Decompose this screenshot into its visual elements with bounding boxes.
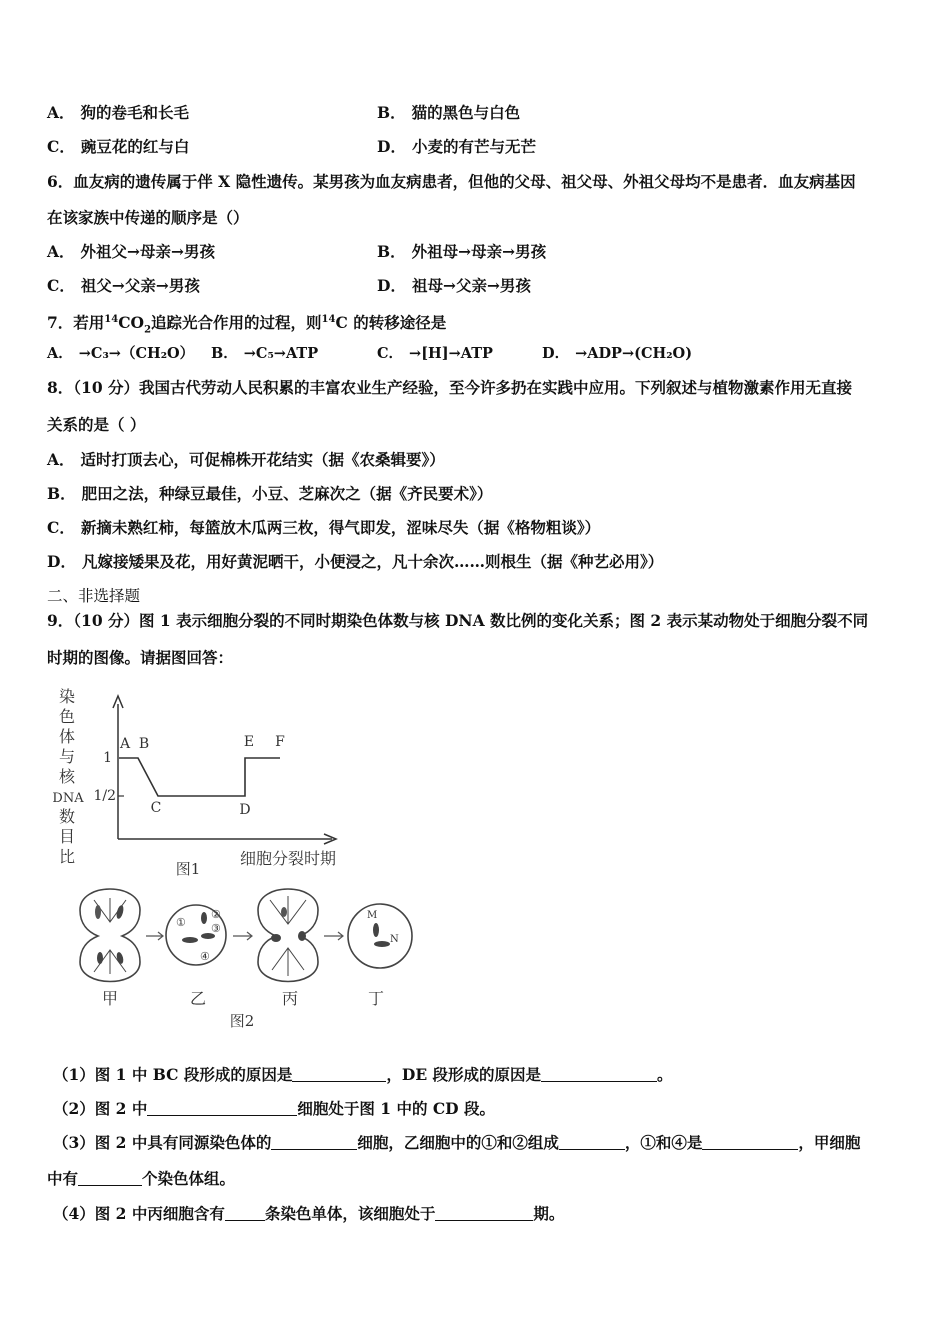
arrow-2 (233, 932, 252, 940)
point-labels (119, 734, 285, 818)
q8-option-b-text: 肥田之法，种绿豆最佳，小豆、芝麻次之（据《齐民要术》） (81, 484, 493, 503)
q7-option-d-text: →ADP→(CH₂O) (575, 345, 693, 362)
y-label-char: 比 (58, 847, 76, 866)
cell-jia (80, 889, 140, 982)
q7-stem (47, 310, 446, 340)
q7-stem-b: 追踪光合作用的过程，则 (151, 313, 322, 333)
figure2-caption: 图2 (229, 1012, 255, 1030)
q8-option-c: C． 新摘未熟红柿，每篮放木瓜两三枚，得气即发，涩味尽失（据《格物粗谈》） (47, 518, 601, 537)
q6-option-c: C． 祖父→父亲→男孩 (47, 276, 200, 295)
answer-blank[interactable] (559, 1134, 625, 1150)
q9-sub2 (53, 1099, 495, 1119)
figure1-caption: 图1 (175, 860, 201, 878)
q6-stem-line2: 在该家族中传递的顺序是（） (47, 208, 249, 227)
yi-mark-3: ③ (211, 922, 221, 935)
y-axis-label (52, 687, 84, 866)
q9-sub4 (53, 1204, 564, 1224)
figure1-chart (40, 684, 370, 884)
y-label-char: 目 (58, 827, 76, 846)
q6-option-a: A． 外祖父→母亲→男孩 (47, 242, 216, 261)
q9-sub4-c: 期。 (533, 1204, 565, 1223)
answer-blank[interactable] (271, 1134, 357, 1150)
q5-option-c-text: 豌豆花的红与白 (80, 137, 190, 156)
q9-sub1 (53, 1065, 673, 1085)
q8-option-d: D． 凡嫁接矮果及花，用好黄泥晒干，小便浸之，凡十余次……则根生（据《种艺必用》） (47, 552, 664, 571)
q5-option-d-text: 小麦的有芒与无芒 (411, 137, 536, 156)
q6-stem-line1: 6．血友病的遗传属于伴 X 隐性遗传。某男孩为血友病患者，但他的父母、祖父母、外祖父母均不是患者．血友病基因 (47, 172, 856, 191)
q8-stem-line1: 8．（10 分）我国古代劳动人民积累的丰富农业生产经验，至今许多扔在实践中应用。下列叙述与植物激素作用无直接 (47, 378, 853, 397)
q9-sub4-a: （4）图 2 中丙细胞含有 (53, 1204, 225, 1223)
arrow-1 (146, 932, 163, 940)
q5-option-b: B． 猫的黑色与白色 (377, 103, 521, 122)
y-label-char: 与 (58, 747, 76, 766)
q9-sub1-a: （1）图 1 中 BC 段形成的原因是 (53, 1065, 293, 1084)
q8-option-a: A． 适时打顶去心，可促棉株开花结实（据《农桑辑要》） (47, 450, 445, 469)
q9-sub3-e: 中有 (47, 1169, 79, 1188)
q7-option-c: C． →[H]→ATP (377, 345, 493, 362)
cell-label-yi: 乙 (189, 989, 207, 1008)
chart-line (119, 758, 280, 796)
q6-option-b: B． 外祖母→母亲→男孩 (377, 242, 547, 261)
cell-ding (348, 904, 412, 968)
q9-sub3-b: 细胞，乙细胞中的①和②组成 (357, 1133, 559, 1152)
figure2-diagram (70, 880, 420, 1035)
ytick-1: 1 (103, 750, 112, 766)
q6-option-a-text: 外祖父→母亲→男孩 (80, 242, 216, 261)
q6-option-c-text: 祖父→父亲→男孩 (80, 276, 200, 295)
q8-option-c-text: 新摘未熟红柿，每篮放木瓜两三枚，得气即发，涩味尽失（据《格物粗谈》） (80, 518, 601, 537)
q7-option-d: D． →ADP→(CH₂O) (542, 345, 693, 362)
point-label-c: C (150, 800, 162, 816)
q6-option-d: D． 祖母→父亲→男孩 (377, 276, 531, 295)
q9-sub3-f: 个染色体组。 (142, 1169, 236, 1188)
cell-label-bing: 丙 (281, 989, 299, 1008)
q7-stem-c: C 的转移途径是 (335, 313, 447, 333)
cell-label-jia: 甲 (101, 989, 119, 1008)
y-label-char: 体 (58, 727, 76, 746)
q9-sub4-b: 条染色单体，该细胞处于 (264, 1204, 436, 1223)
q9-sub3-cont (47, 1169, 235, 1189)
answer-blank[interactable] (147, 1100, 297, 1116)
q7-sup-14: 14 (104, 314, 119, 325)
y-label-char: 色 (58, 707, 76, 726)
q9-sub3-c: ，①和④是 (624, 1133, 703, 1152)
q8-stem-line2: 关系的是（ ） (47, 415, 146, 434)
point-label-b: B (138, 736, 150, 752)
cell-label-ding: 丁 (367, 989, 385, 1008)
q5-option-a-text: 狗的卷毛和长毛 (80, 103, 190, 122)
ytick-half: 1/2 (93, 788, 116, 804)
q5-option-a: A． 狗的卷毛和长毛 (47, 103, 190, 122)
y-label-char: 数 (58, 807, 76, 826)
q9-sub3-a: （3）图 2 中具有同源染色体的 (53, 1133, 272, 1152)
q7-option-a: A． →C₃→（CH₂O） (47, 345, 195, 362)
ding-mark-n: N (390, 934, 399, 945)
q6-option-d-text: 祖母→父亲→男孩 (411, 276, 531, 295)
q9-sub3 (53, 1133, 860, 1153)
q9-sub1-c: 。 (657, 1065, 673, 1084)
yi-mark-4: ④ (200, 950, 210, 963)
section-heading: 二、非选择题 (47, 587, 141, 605)
ding-mark-m: M (367, 910, 378, 921)
y-label-char: 染 (58, 687, 76, 706)
answer-blank[interactable] (435, 1205, 533, 1221)
q5-option-b-text: 猫的黑色与白色 (411, 103, 521, 122)
q9-stem-line1: 9．（10 分）图 1 表示细胞分裂的不同时期染色体数与核 DNA 数比例的变化关系；图 2 表示某动物处于细胞分裂不同 (47, 611, 869, 630)
q9-sub2-a: （2）图 2 中 (53, 1099, 148, 1118)
q7-co2: CO (118, 313, 145, 333)
point-label-e: E (243, 734, 255, 750)
q8-option-a-text: 适时打顶去心，可促棉株开花结实（据《农桑辑要》） (80, 450, 445, 469)
point-label-f: F (275, 734, 285, 750)
answer-blank[interactable] (78, 1170, 142, 1186)
answer-blank[interactable] (225, 1205, 265, 1221)
q9-sub2-b: 细胞处于图 1 中的 CD 段。 (297, 1099, 496, 1118)
q5-option-d: D． 小麦的有芒与无芒 (377, 137, 536, 156)
q7-stem-a: 7．若用 (47, 313, 105, 333)
q7-sup-14b: 14 (321, 314, 336, 325)
q7-option-c-text: →[H]→ATP (409, 345, 493, 362)
answer-blank[interactable] (541, 1066, 657, 1082)
q8-option-d-text: 凡嫁接矮果及花，用好黄泥晒干，小便浸之，凡十余次……则根生（据《种艺必用》） (81, 552, 664, 571)
point-label-a: A (119, 736, 131, 752)
yi-mark-1: ① (176, 916, 186, 929)
y-label-char: 核 (58, 767, 76, 786)
q9-sub1-b: ，DE 段形成的原因是 (386, 1065, 542, 1084)
q6-option-b-text: 外祖母→母亲→男孩 (411, 242, 547, 261)
answer-blank[interactable] (702, 1134, 798, 1150)
yi-mark-2: ② (211, 908, 221, 921)
x-axis-label: 细胞分裂时期 (239, 849, 337, 868)
q9-stem-line2: 时期的图像。请据图回答： (47, 648, 234, 667)
q5-option-c: C． 豌豆花的红与白 (47, 137, 190, 156)
q7-option-a-text: →C₃→（CH₂O） (78, 345, 195, 362)
cell-yi (166, 905, 226, 965)
q7-option-b: B． →C₅→ATP (211, 345, 319, 362)
q9-sub3-d: ，甲细胞 (798, 1133, 861, 1152)
q7-option-b-text: →C₅→ATP (243, 345, 319, 362)
arrow-3 (324, 932, 343, 940)
q7-sub-2: 2 (144, 324, 152, 336)
cell-bing (258, 889, 318, 982)
answer-blank[interactable] (292, 1066, 386, 1082)
q8-option-b: B． 肥田之法，种绿豆最佳，小豆、芝麻次之（据《齐民要术》） (47, 484, 493, 503)
y-label-char: DNA (52, 791, 84, 806)
point-label-d: D (239, 802, 251, 818)
